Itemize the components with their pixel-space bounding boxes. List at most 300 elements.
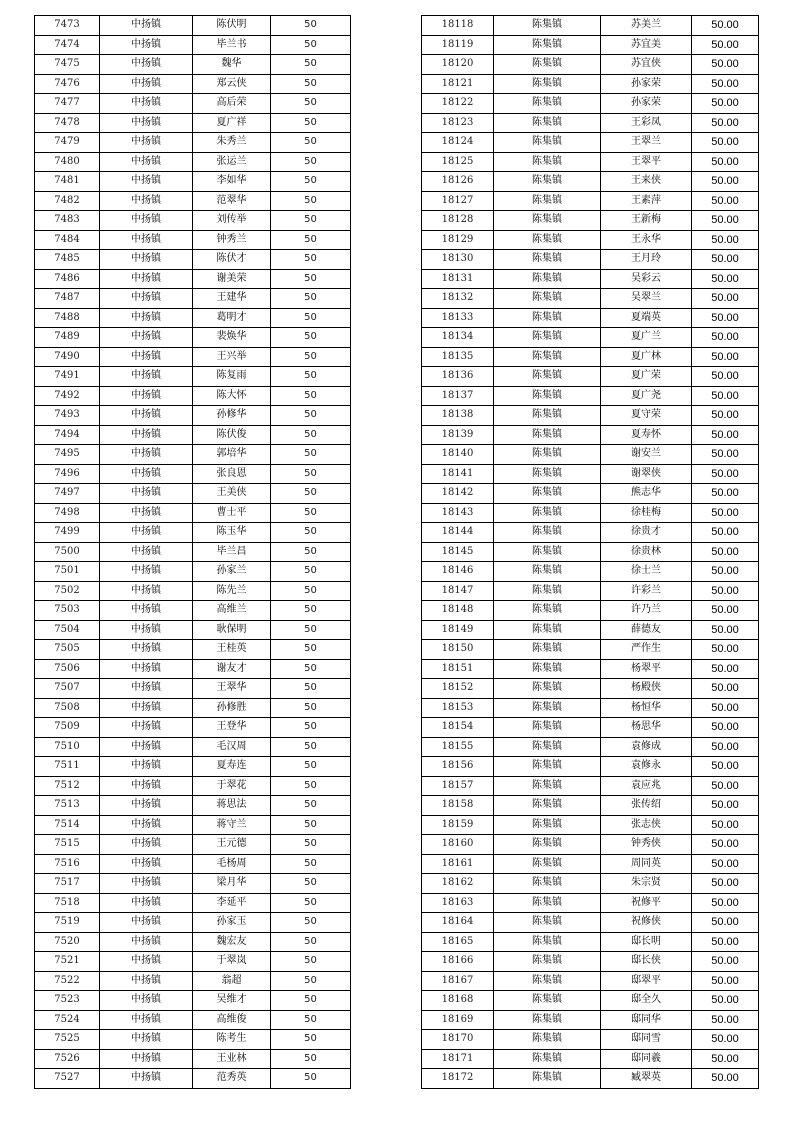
table-row — [422, 874, 759, 894]
name-cell: 夏广祥 — [193, 113, 271, 133]
row-id-cell: 7480 — [35, 152, 100, 172]
town-cell: 中扬镇 — [100, 308, 193, 328]
table-row — [35, 737, 351, 757]
town-cell: 陈集镇 — [494, 581, 601, 601]
amount-cell: 50.00 — [692, 737, 759, 757]
name-cell: 杨思华 — [601, 718, 692, 738]
table-row — [422, 620, 759, 640]
amount-cell: 50.00 — [692, 757, 759, 777]
town-cell: 中扬镇 — [100, 835, 193, 855]
row-id-cell: 18167 — [422, 971, 494, 991]
row-id-cell: 18168 — [422, 991, 494, 1011]
name-cell: 钟秀兰 — [193, 230, 271, 250]
amount-cell: 50 — [271, 484, 351, 504]
row-id-cell: 7508 — [35, 698, 100, 718]
town-cell: 陈集镇 — [494, 308, 601, 328]
row-id-cell: 7473 — [35, 16, 100, 36]
table-row — [35, 55, 351, 75]
amount-cell: 50.00 — [692, 640, 759, 660]
table-row — [35, 152, 351, 172]
town-cell: 中扬镇 — [100, 172, 193, 192]
name-cell: 邸长明 — [601, 932, 692, 952]
row-id-cell: 7478 — [35, 113, 100, 133]
amount-cell: 50 — [271, 113, 351, 133]
name-cell: 邸同羲 — [601, 1049, 692, 1069]
row-id-cell: 7485 — [35, 250, 100, 270]
table-row — [35, 971, 351, 991]
row-id-cell: 7499 — [35, 523, 100, 543]
row-id-cell: 18161 — [422, 854, 494, 874]
name-cell: 吴彩云 — [601, 269, 692, 289]
name-cell: 陈伏才 — [193, 250, 271, 270]
row-id-cell: 18140 — [422, 445, 494, 465]
amount-cell: 50 — [271, 55, 351, 75]
table-row — [35, 952, 351, 972]
amount-cell: 50.00 — [692, 562, 759, 582]
row-id-cell: 7476 — [35, 74, 100, 94]
table-row — [35, 776, 351, 796]
name-cell: 王桂英 — [193, 640, 271, 660]
name-cell: 孙家荣 — [601, 74, 692, 94]
row-id-cell: 18154 — [422, 718, 494, 738]
table-row — [35, 503, 351, 523]
town-cell: 陈集镇 — [494, 425, 601, 445]
name-cell: 刘传举 — [193, 211, 271, 231]
town-cell: 中扬镇 — [100, 620, 193, 640]
town-cell: 陈集镇 — [494, 659, 601, 679]
amount-cell: 50 — [271, 776, 351, 796]
row-id-cell: 7489 — [35, 328, 100, 348]
town-cell: 陈集镇 — [494, 152, 601, 172]
amount-cell: 50 — [271, 581, 351, 601]
row-id-cell: 18126 — [422, 172, 494, 192]
table-row — [35, 406, 351, 426]
town-cell: 中扬镇 — [100, 757, 193, 777]
row-id-cell: 7520 — [35, 932, 100, 952]
name-cell: 朱宗贤 — [601, 874, 692, 894]
table-row — [35, 874, 351, 894]
name-cell: 陈伏俊 — [193, 425, 271, 445]
table-row — [422, 503, 759, 523]
amount-cell: 50 — [271, 796, 351, 816]
table-row — [422, 776, 759, 796]
town-cell: 陈集镇 — [494, 835, 601, 855]
amount-cell: 50 — [271, 74, 351, 94]
town-cell: 陈集镇 — [494, 74, 601, 94]
table-row — [35, 932, 351, 952]
name-cell: 夏守荣 — [601, 406, 692, 426]
town-cell: 中扬镇 — [100, 113, 193, 133]
name-cell: 徐贵才 — [601, 523, 692, 543]
town-cell: 中扬镇 — [100, 230, 193, 250]
name-cell: 陈玉华 — [193, 523, 271, 543]
table-row — [35, 1069, 351, 1089]
table-row — [35, 796, 351, 816]
row-id-cell: 18138 — [422, 406, 494, 426]
amount-cell: 50.00 — [692, 55, 759, 75]
table-row — [422, 1069, 759, 1089]
row-id-cell: 18144 — [422, 523, 494, 543]
amount-cell: 50 — [271, 269, 351, 289]
table-row — [35, 386, 351, 406]
name-cell: 夏广荣 — [601, 367, 692, 387]
name-cell: 王翠兰 — [601, 133, 692, 153]
amount-cell: 50.00 — [692, 1010, 759, 1030]
row-id-cell: 7494 — [35, 425, 100, 445]
amount-cell: 50.00 — [692, 796, 759, 816]
table-row — [422, 737, 759, 757]
row-id-cell: 7514 — [35, 815, 100, 835]
table-row — [35, 523, 351, 543]
name-cell: 耿保明 — [193, 620, 271, 640]
amount-cell: 50 — [271, 133, 351, 153]
amount-cell: 50 — [271, 386, 351, 406]
town-cell: 陈集镇 — [494, 718, 601, 738]
name-cell: 陈考生 — [193, 1030, 271, 1050]
amount-cell: 50.00 — [692, 854, 759, 874]
name-cell: 毛杨周 — [193, 854, 271, 874]
row-id-cell: 7495 — [35, 445, 100, 465]
name-cell: 严作生 — [601, 640, 692, 660]
row-id-cell: 7507 — [35, 679, 100, 699]
amount-cell: 50 — [271, 211, 351, 231]
town-cell: 中扬镇 — [100, 16, 193, 36]
amount-cell: 50.00 — [692, 269, 759, 289]
town-cell: 中扬镇 — [100, 854, 193, 874]
name-cell: 范翠华 — [193, 191, 271, 211]
table-row — [422, 893, 759, 913]
table-row — [35, 308, 351, 328]
amount-cell: 50.00 — [692, 893, 759, 913]
amount-cell: 50 — [271, 601, 351, 621]
town-cell: 陈集镇 — [494, 796, 601, 816]
row-id-cell: 18164 — [422, 913, 494, 933]
amount-cell: 50.00 — [692, 16, 759, 36]
amount-cell: 50.00 — [692, 913, 759, 933]
town-cell: 陈集镇 — [494, 289, 601, 309]
amount-cell: 50 — [271, 191, 351, 211]
table-row — [35, 74, 351, 94]
town-cell: 中扬镇 — [100, 718, 193, 738]
amount-cell: 50 — [271, 698, 351, 718]
name-cell: 夏广兰 — [601, 328, 692, 348]
name-cell: 王永华 — [601, 230, 692, 250]
row-id-cell: 18120 — [422, 55, 494, 75]
name-cell: 王素萍 — [601, 191, 692, 211]
name-cell: 谢友才 — [193, 659, 271, 679]
amount-cell: 50.00 — [692, 698, 759, 718]
amount-cell: 50.00 — [692, 289, 759, 309]
town-cell: 中扬镇 — [100, 386, 193, 406]
row-id-cell: 18172 — [422, 1069, 494, 1089]
amount-cell: 50.00 — [692, 581, 759, 601]
town-cell: 陈集镇 — [494, 133, 601, 153]
name-cell: 孙家荣 — [601, 94, 692, 114]
row-id-cell: 18150 — [422, 640, 494, 660]
amount-cell: 50 — [271, 679, 351, 699]
table-row — [422, 523, 759, 543]
name-cell: 夏寿连 — [193, 757, 271, 777]
town-cell: 陈集镇 — [494, 191, 601, 211]
town-cell: 中扬镇 — [100, 328, 193, 348]
name-cell: 钟秀侠 — [601, 835, 692, 855]
amount-cell: 50 — [271, 250, 351, 270]
row-id-cell: 7488 — [35, 308, 100, 328]
name-cell: 毕兰书 — [193, 35, 271, 55]
row-id-cell: 7493 — [35, 406, 100, 426]
table-row — [422, 406, 759, 426]
name-cell: 邸同华 — [601, 1010, 692, 1030]
table-row — [422, 367, 759, 387]
table-row — [422, 698, 759, 718]
table-row — [422, 640, 759, 660]
name-cell: 陈复雨 — [193, 367, 271, 387]
row-id-cell: 7523 — [35, 991, 100, 1011]
table-row — [422, 835, 759, 855]
name-cell: 吴翠兰 — [601, 289, 692, 309]
table-row — [422, 913, 759, 933]
town-cell: 中扬镇 — [100, 815, 193, 835]
row-id-cell: 18155 — [422, 737, 494, 757]
table-row — [35, 1010, 351, 1030]
amount-cell: 50.00 — [692, 835, 759, 855]
town-cell: 陈集镇 — [494, 679, 601, 699]
table-row — [35, 991, 351, 1011]
table-row — [35, 445, 351, 465]
name-cell: 吴维才 — [193, 991, 271, 1011]
amount-cell: 50.00 — [692, 191, 759, 211]
town-cell: 陈集镇 — [494, 172, 601, 192]
amount-cell: 50 — [271, 35, 351, 55]
name-cell: 张志侠 — [601, 815, 692, 835]
table-row — [35, 367, 351, 387]
table-row — [422, 815, 759, 835]
name-cell: 高维兰 — [193, 601, 271, 621]
row-id-cell: 18162 — [422, 874, 494, 894]
row-id-cell: 7526 — [35, 1049, 100, 1069]
town-cell: 中扬镇 — [100, 347, 193, 367]
name-cell: 李延平 — [193, 893, 271, 913]
town-cell: 陈集镇 — [494, 1069, 601, 1089]
name-cell: 陈先兰 — [193, 581, 271, 601]
table-row — [35, 172, 351, 192]
town-cell: 中扬镇 — [100, 445, 193, 465]
amount-cell: 50 — [271, 542, 351, 562]
name-cell: 谢翠侠 — [601, 464, 692, 484]
amount-cell: 50 — [271, 991, 351, 1011]
amount-cell: 50 — [271, 94, 351, 114]
amount-cell: 50.00 — [692, 35, 759, 55]
row-id-cell: 7498 — [35, 503, 100, 523]
table-row — [422, 172, 759, 192]
town-cell: 中扬镇 — [100, 269, 193, 289]
town-cell: 中扬镇 — [100, 523, 193, 543]
town-cell: 中扬镇 — [100, 991, 193, 1011]
row-id-cell: 18149 — [422, 620, 494, 640]
amount-cell: 50 — [271, 289, 351, 309]
table-row — [35, 16, 351, 36]
town-cell: 中扬镇 — [100, 133, 193, 153]
name-cell: 袁应兆 — [601, 776, 692, 796]
table-row — [422, 854, 759, 874]
name-cell: 葛明才 — [193, 308, 271, 328]
amount-cell: 50.00 — [692, 386, 759, 406]
table-row — [35, 250, 351, 270]
name-cell: 谢安兰 — [601, 445, 692, 465]
town-cell: 陈集镇 — [494, 386, 601, 406]
row-id-cell: 7506 — [35, 659, 100, 679]
town-cell: 中扬镇 — [100, 971, 193, 991]
town-cell: 中扬镇 — [100, 367, 193, 387]
row-id-cell: 18146 — [422, 562, 494, 582]
name-cell: 王兴举 — [193, 347, 271, 367]
table-row — [422, 659, 759, 679]
town-cell: 中扬镇 — [100, 679, 193, 699]
amount-cell: 50.00 — [692, 1030, 759, 1050]
amount-cell: 50 — [271, 230, 351, 250]
amount-cell: 50 — [271, 815, 351, 835]
town-cell: 陈集镇 — [494, 211, 601, 231]
row-id-cell: 18151 — [422, 659, 494, 679]
town-cell: 陈集镇 — [494, 757, 601, 777]
town-cell: 陈集镇 — [494, 601, 601, 621]
amount-cell: 50.00 — [692, 718, 759, 738]
name-cell: 孙家玉 — [193, 913, 271, 933]
table-row — [422, 581, 759, 601]
name-cell: 毛汉周 — [193, 737, 271, 757]
table-row — [35, 562, 351, 582]
row-id-cell: 7518 — [35, 893, 100, 913]
name-cell: 邸同雪 — [601, 1030, 692, 1050]
amount-cell: 50 — [271, 406, 351, 426]
amount-cell: 50.00 — [692, 1069, 759, 1089]
name-cell: 苏宜侠 — [601, 55, 692, 75]
row-id-cell: 18143 — [422, 503, 494, 523]
amount-cell: 50 — [271, 562, 351, 582]
table-row — [35, 35, 351, 55]
amount-cell: 50.00 — [692, 152, 759, 172]
table-row — [422, 425, 759, 445]
row-id-cell: 18130 — [422, 250, 494, 270]
name-cell: 邸翠平 — [601, 971, 692, 991]
amount-cell: 50.00 — [692, 601, 759, 621]
table-row — [35, 640, 351, 660]
row-id-cell: 7519 — [35, 913, 100, 933]
name-cell: 谢美荣 — [193, 269, 271, 289]
town-cell: 陈集镇 — [494, 562, 601, 582]
row-id-cell: 7481 — [35, 172, 100, 192]
row-id-cell: 18123 — [422, 113, 494, 133]
row-id-cell: 7492 — [35, 386, 100, 406]
row-id-cell: 7487 — [35, 289, 100, 309]
town-cell: 陈集镇 — [494, 893, 601, 913]
row-id-cell: 7505 — [35, 640, 100, 660]
town-cell: 中扬镇 — [100, 1069, 193, 1089]
name-cell: 曹士平 — [193, 503, 271, 523]
row-id-cell: 7497 — [35, 484, 100, 504]
row-id-cell: 7515 — [35, 835, 100, 855]
name-cell: 臧翠英 — [601, 1069, 692, 1089]
table-row — [35, 698, 351, 718]
amount-cell: 50 — [271, 308, 351, 328]
row-id-cell: 7491 — [35, 367, 100, 387]
row-id-cell: 18119 — [422, 35, 494, 55]
town-cell: 陈集镇 — [494, 94, 601, 114]
row-id-cell: 7510 — [35, 737, 100, 757]
town-cell: 中扬镇 — [100, 425, 193, 445]
town-cell: 中扬镇 — [100, 874, 193, 894]
table-row — [422, 601, 759, 621]
town-cell: 陈集镇 — [494, 952, 601, 972]
amount-cell: 50.00 — [692, 94, 759, 114]
table-row — [422, 796, 759, 816]
amount-cell: 50 — [271, 328, 351, 348]
table-row — [35, 347, 351, 367]
table-row — [422, 191, 759, 211]
town-cell: 陈集镇 — [494, 1030, 601, 1050]
amount-cell: 50 — [271, 523, 351, 543]
town-cell: 陈集镇 — [494, 523, 601, 543]
name-cell: 王业林 — [193, 1049, 271, 1069]
name-cell: 张传绍 — [601, 796, 692, 816]
name-cell: 张良恩 — [193, 464, 271, 484]
amount-cell: 50 — [271, 640, 351, 660]
town-cell: 陈集镇 — [494, 913, 601, 933]
table-row — [35, 191, 351, 211]
table-row — [422, 1049, 759, 1069]
name-cell: 朱秀兰 — [193, 133, 271, 153]
amount-cell: 50.00 — [692, 445, 759, 465]
table-row — [35, 464, 351, 484]
town-cell: 陈集镇 — [494, 328, 601, 348]
name-cell: 王建华 — [193, 289, 271, 309]
name-cell: 王元德 — [193, 835, 271, 855]
row-id-cell: 7513 — [35, 796, 100, 816]
table-row — [422, 35, 759, 55]
table-row — [422, 464, 759, 484]
row-id-cell: 18158 — [422, 796, 494, 816]
table-row — [422, 932, 759, 952]
town-cell: 中扬镇 — [100, 1030, 193, 1050]
row-id-cell: 18163 — [422, 893, 494, 913]
name-cell: 王美侠 — [193, 484, 271, 504]
row-id-cell: 7486 — [35, 269, 100, 289]
amount-cell: 50.00 — [692, 952, 759, 972]
amount-cell: 50 — [271, 737, 351, 757]
row-id-cell: 18171 — [422, 1049, 494, 1069]
name-cell: 梁月华 — [193, 874, 271, 894]
amount-cell: 50 — [271, 503, 351, 523]
table-row — [422, 562, 759, 582]
row-id-cell: 7521 — [35, 952, 100, 972]
row-id-cell: 18148 — [422, 601, 494, 621]
row-id-cell: 7524 — [35, 1010, 100, 1030]
amount-cell: 50.00 — [692, 211, 759, 231]
town-cell: 陈集镇 — [494, 932, 601, 952]
row-id-cell: 18157 — [422, 776, 494, 796]
row-id-cell: 18170 — [422, 1030, 494, 1050]
name-cell: 陈伏明 — [193, 16, 271, 36]
town-cell: 陈集镇 — [494, 640, 601, 660]
amount-cell: 50.00 — [692, 523, 759, 543]
town-cell: 中扬镇 — [100, 581, 193, 601]
amount-cell: 50 — [271, 874, 351, 894]
town-cell: 陈集镇 — [494, 113, 601, 133]
amount-cell: 50.00 — [692, 425, 759, 445]
left-roster-table — [34, 15, 351, 1089]
table-row — [422, 230, 759, 250]
amount-cell: 50.00 — [692, 679, 759, 699]
